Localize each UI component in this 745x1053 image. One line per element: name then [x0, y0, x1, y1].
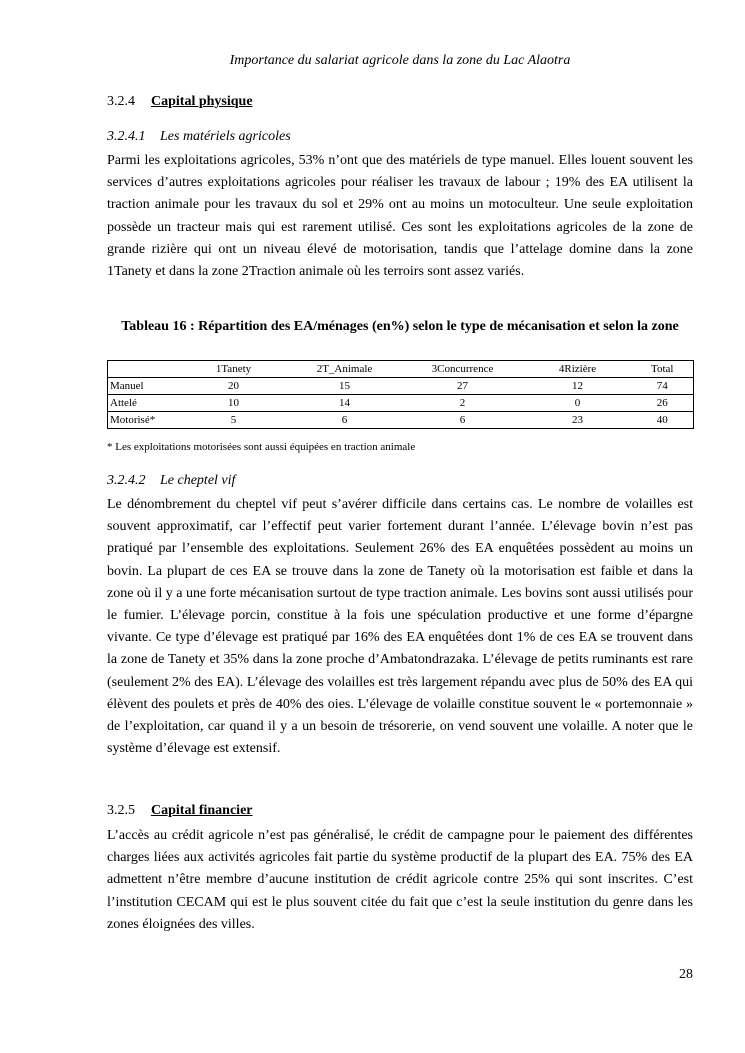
- subsection-title: Le cheptel vif: [160, 473, 236, 488]
- subsection-heading-cheptel-vif: [107, 472, 235, 490]
- subsection-number: 3.2.4.1: [107, 129, 146, 144]
- paragraph-capital-financier: L’accès au crédit agricole n’est pas généralisé, le crédit de campagne pour le paiement des différentes charges liées aux activités agricoles fait partie du système productif de la plupart des EA. 75% des EA admettent n’être membre d’aucune institution de crédit agricole contre 25% qui sont inscrites. C’est l’institution CECAM qui est le plus souvent citée du fait que c’est la seule institution du genre dans les zones éloignées des villes.: [107, 828, 693, 932]
- table-cell-total: 40: [656, 414, 668, 426]
- column-header: 3Concurrence: [431, 363, 494, 375]
- table-row: [108, 412, 694, 429]
- row-label: Manuel: [110, 380, 144, 392]
- section-heading-capital-financier: [107, 802, 253, 820]
- section-number: 3.2.5: [107, 803, 135, 818]
- table-footnote: * Les exploitations motorisées sont aussi équipées en traction animale: [107, 441, 416, 453]
- paragraph-cheptel-vif: Le dénombrement du cheptel vif peut s’avérer difficile dans certains cas. Le nombre de volailles est souvent approximatif, car l’effectif peut varier fortement durant l’année. L’élevage bovin n’est pas pratiqué par l’ensemble des exploitations. Seulement 26% des EA enquêtées possèdent au moins un bovin. La plupart de ces EA se trouve dans la zone de Tanety où la motorisation est faible et dans la zone où il y a une forte mécanisation surtout de type traction animale. Les bovins sont aussi utilisés pour le fumier. L’élevage porcin, constitue à la fois une spéculation productive et une forme d’épargne vivante. Ce type d’élevage est pratiqué par 16% des EA enquêtées dont 1% de ces EA se trouvent dans la zone de Tanety et 35% dans la zone proche d’Ambatondrazaka. L’élevage de petits ruminants est rare (seulement 2% des EA). L’élevage des volailles est très largement répandu avec plus de 50% des EA qui élèvent des poulets et près de 40% des oies. L’élevage de volaille constitue souvent le « portemonnaie » de l’exploitation, car quand il y a un besoin de trésorerie, on vend souvent une volaille. A noter que le système d’élevage est extensif.: [107, 497, 693, 757]
- section-number: 3.2.4: [107, 94, 135, 109]
- table-cell: 10: [228, 397, 239, 409]
- row-label: Attelé: [110, 397, 137, 409]
- table-cell: 12: [572, 380, 583, 392]
- table-cell: 14: [339, 397, 350, 409]
- row-label: Motorisé*: [110, 414, 156, 426]
- paragraph-materiels-agricoles: Parmi les exploitations agricoles, 53% n’ont que des matériels de type manuel. Elles louent souvent les services d’autres exploitations agricoles pour réaliser les travaux de labour ; 19% des EA utilisent la traction animale pour les travaux du sol et 29% ont au moins un motoculteur. Une seule exploitation possède un tracteur mais qui est rarement utilisé. Ces sont les exploitations agricoles de la zone de grande rizière qui ont un niveau élevé de motorisation, tandis que l’attelage domine dans la zone 1Tanety et dans la zone 2Traction animale où les terroirs sont assez variés.: [107, 153, 693, 280]
- section-title: Capital physique: [151, 94, 253, 109]
- subsection-number: 3.2.4.2: [107, 473, 146, 488]
- mechanisation-table: [107, 360, 694, 429]
- table-cell: 6: [459, 414, 466, 426]
- table-cell: 5: [230, 414, 237, 426]
- table-cell: 15: [339, 380, 350, 392]
- column-header: 1Tanety: [215, 363, 252, 375]
- column-header: 4Rizière: [558, 363, 597, 375]
- table-cell: 2: [459, 397, 466, 409]
- table-row: [108, 378, 694, 395]
- table-cell: 20: [228, 380, 239, 392]
- table-cell: 6: [341, 414, 348, 426]
- page-number: 28: [679, 967, 693, 982]
- column-header: [108, 361, 180, 378]
- section-heading-capital-physique: [107, 93, 253, 111]
- table-row: [108, 395, 694, 412]
- table-cell: 0: [574, 397, 581, 409]
- column-header: 2T_Animale: [316, 363, 373, 375]
- table-cell: 23: [572, 414, 583, 426]
- table-cell-total: 74: [656, 380, 668, 392]
- subsection-heading-materiels-agricoles: [107, 128, 291, 146]
- running-header: Importance du salariat agricole dans la zone du Lac Alaotra: [229, 53, 571, 68]
- section-title: Capital financier: [151, 803, 253, 818]
- table-header-row: [108, 361, 694, 378]
- column-header: Total: [651, 363, 674, 375]
- table-cell: 27: [457, 380, 468, 392]
- subsection-title: Les matériels agricoles: [160, 129, 291, 144]
- table-caption: Tableau 16 : Répartition des EA/ménages (en%) selon le type de mécanisation et selon la zone: [121, 319, 679, 334]
- table-cell-total: 26: [656, 397, 668, 409]
